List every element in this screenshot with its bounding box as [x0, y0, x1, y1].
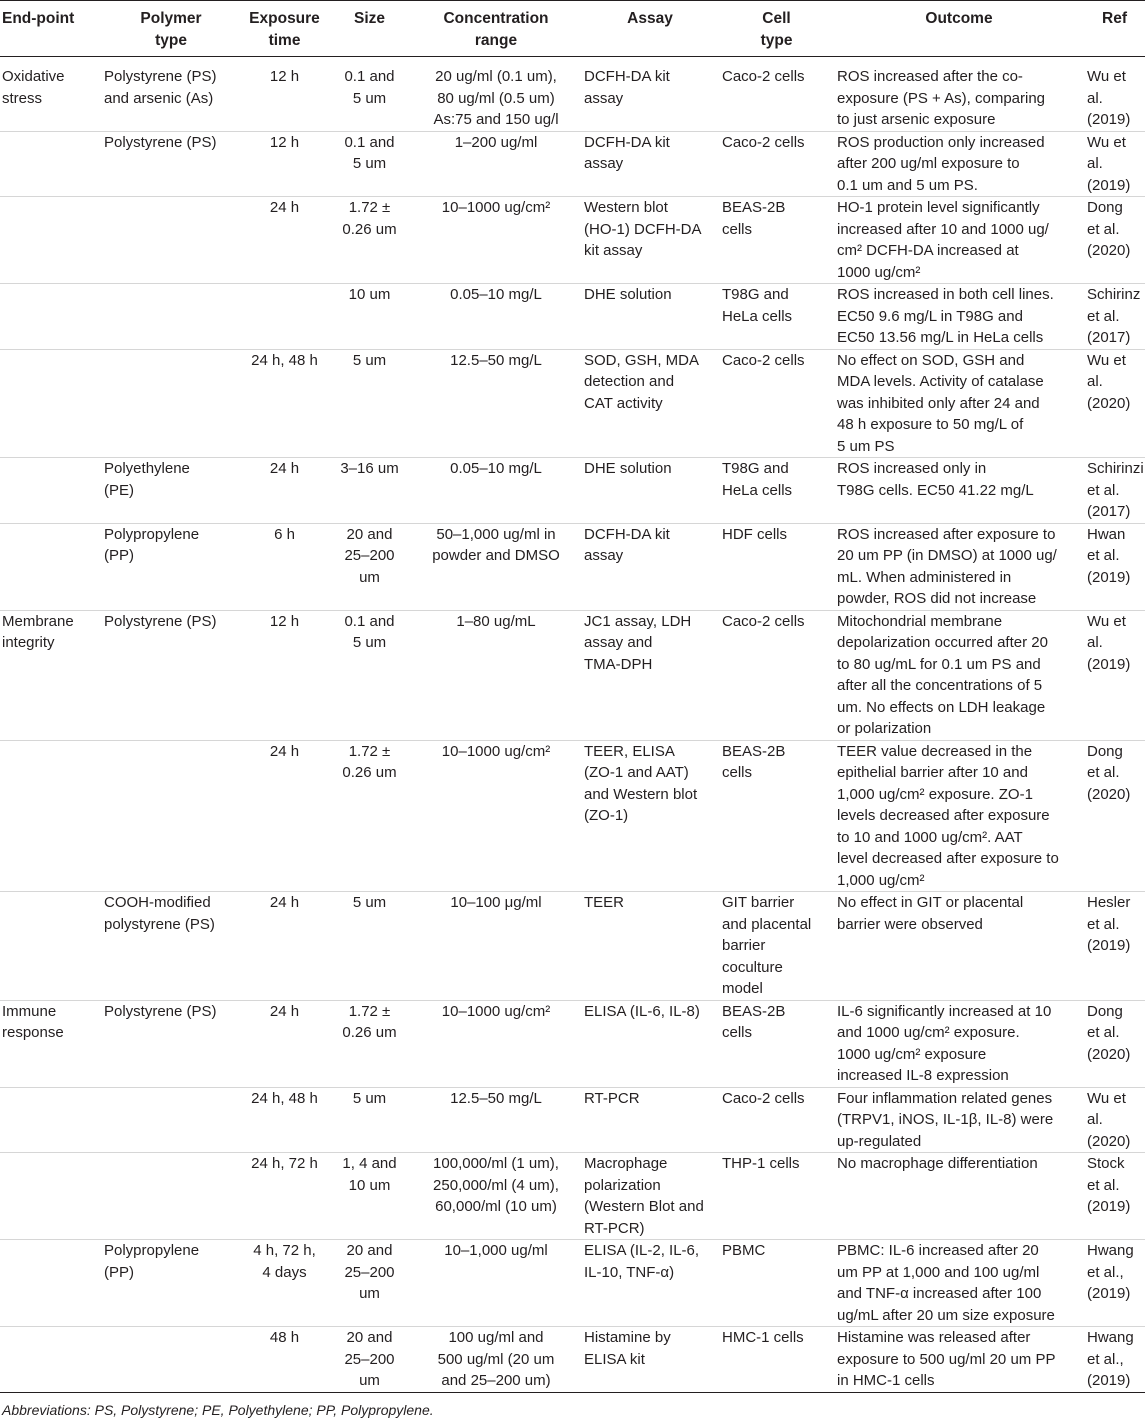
- header-concentration: Concentration range: [443, 10, 549, 49]
- cell-assay: DCFH-DA kit assay: [581, 523, 719, 610]
- cell-concentration: 10–1000 ug/cm²: [411, 197, 581, 284]
- cell-ref: Dong et al. (2020): [1084, 197, 1145, 284]
- cell-polymer: [101, 197, 241, 284]
- cell-endpoint: [0, 892, 101, 1001]
- cell-exposure: 24 h: [241, 197, 328, 284]
- cell-cell-type: Caco-2 cells: [722, 68, 805, 85]
- cell-exposure: 4 h, 72 h, 4 days: [241, 1240, 328, 1327]
- cell-assay: DHE solution: [581, 284, 719, 350]
- cell-ref: Hesler et al. (2019): [1084, 892, 1145, 1001]
- cell-polymer: Polystyrene (PS): [101, 1000, 241, 1087]
- cell-cell-type: HDF cells: [719, 523, 834, 610]
- cell-exposure: 24 h, 48 h: [241, 1087, 328, 1153]
- cell-polymer: Polypropylene (PP): [101, 1240, 241, 1327]
- cell-outcome: ROS increased in both cell lines. EC50 9.6 mg/L in T98G and EC50 13.56 mg/L in HeLa cells: [834, 284, 1084, 350]
- table-row: [0, 1327, 1145, 1393]
- cell-cell-type: GIT barrier and placental barrier coculture model: [719, 892, 834, 1001]
- cell-exposure: 24 h: [241, 458, 328, 524]
- cell-cell-type: HMC-1 cells: [719, 1327, 834, 1393]
- header-cell-type: Cell type: [760, 10, 793, 49]
- cell-ref: Wu et al. (2020): [1084, 1087, 1145, 1153]
- cell-outcome: TEER value decreased in the epithelial barrier after 10 and 1,000 ug/cm² exposure. ZO-1 levels decreased after exposure to 10 and 1000 ug/cm². AAT level decreased after exposure to 1,000 ug/cm²: [834, 740, 1084, 892]
- cell-concentration: 1–200 ug/ml: [411, 131, 581, 197]
- table-row: [0, 1240, 1145, 1327]
- cell-outcome: ROS increased after exposure to 20 um PP (in DMSO) at 1000 ug/ mL. When administered in powder, ROS did not increase: [834, 523, 1084, 610]
- cell-cell-type: BEAS-2B cells: [719, 740, 834, 892]
- cell-outcome: HO-1 protein level significantly increased after 10 and 1000 ug/ cm² DCFH-DA increased at 1000 ug/cm²: [834, 197, 1084, 284]
- cell-size: 1.72 ± 0.26 um: [328, 197, 411, 284]
- cell-concentration: 10–1,000 ug/ml: [411, 1240, 581, 1327]
- table-row: [0, 197, 1145, 284]
- cell-exposure: [241, 284, 328, 350]
- cell-cell-type: Caco-2 cells: [719, 1087, 834, 1153]
- cell-size: 5 um: [328, 349, 411, 458]
- cell-exposure: 24 h, 48 h: [241, 349, 328, 458]
- cell-size: 1.72 ± 0.26 um: [328, 1000, 411, 1087]
- cell-polymer: [101, 349, 241, 458]
- cell-polymer: [101, 1327, 241, 1393]
- table-row: [0, 523, 1145, 610]
- cell-endpoint: [0, 131, 101, 197]
- cell-cell-type: Caco-2 cells: [719, 349, 834, 458]
- cell-polymer: Polyethylene (PE): [101, 458, 241, 524]
- table-row: [0, 1087, 1145, 1153]
- cell-ref: Wu et al. (2020): [1084, 349, 1145, 458]
- table-row: [0, 892, 1145, 1001]
- cell-exposure: 24 h: [241, 892, 328, 1001]
- cell-endpoint: Membrane integrity: [0, 610, 101, 740]
- cell-size: 3–16 um: [328, 458, 411, 524]
- cell-polymer: [101, 740, 241, 892]
- cell-size: 10 um: [328, 284, 411, 350]
- cell-concentration: 12.5–50 mg/L: [411, 349, 581, 458]
- cell-exposure: 6 h: [241, 523, 328, 610]
- cell-endpoint: [0, 1327, 101, 1393]
- cell-assay: DHE solution: [581, 458, 719, 524]
- cell-concentration: 0.05–10 mg/L: [411, 458, 581, 524]
- cell-assay: TEER, ELISA (ZO-1 and AAT) and Western blot (ZO-1): [581, 740, 719, 892]
- table-row: [0, 131, 1145, 197]
- cell-polymer: [101, 1153, 241, 1240]
- cell-polymer: Polystyrene (PS): [101, 131, 241, 197]
- header-size: Size: [353, 10, 385, 27]
- cell-outcome: IL-6 significantly increased at 10 and 1000 ug/cm² exposure. 1000 ug/cm² exposure increased IL-8 expression: [834, 1000, 1084, 1087]
- cell-concentration: 1–80 ug/mL: [411, 610, 581, 740]
- cell-endpoint: [0, 523, 101, 610]
- cell-assay: ELISA (IL-2, IL-6, IL-10, TNF-α): [581, 1240, 719, 1327]
- cell-ref: Schirinz et al. (2017): [1084, 284, 1145, 350]
- cell-size: 20 and 25–200 um: [328, 1240, 411, 1327]
- cell-outcome: ROS production only increased after 200 ug/ml exposure to 0.1 um and 5 um PS.: [834, 131, 1084, 197]
- cell-ref: Hwang et al., (2019): [1084, 1327, 1145, 1393]
- table-row: [0, 740, 1145, 892]
- cell-endpoint: [0, 1240, 101, 1327]
- cell-outcome: No effect in GIT or placental barrier were observed: [834, 892, 1084, 1001]
- cell-exposure: 48 h: [241, 1327, 328, 1393]
- cell-endpoint: Immune response: [0, 1000, 101, 1087]
- cell-size: 5 um: [328, 892, 411, 1001]
- cell-ref: Wu et al. (2019): [1084, 610, 1145, 740]
- cell-outcome: ROS increased after the co- exposure (PS + As), comparing to just arsenic exposure: [837, 68, 1046, 128]
- cell-size: 20 and 25–200 um: [328, 1327, 411, 1393]
- table-row: [0, 458, 1145, 524]
- cell-polymer: COOH-modified polystyrene (PS): [101, 892, 241, 1001]
- cell-cell-type: BEAS-2B cells: [719, 197, 834, 284]
- cell-polymer: Polystyrene (PS): [101, 610, 241, 740]
- cell-endpoint: [0, 458, 101, 524]
- cell-size: 1.72 ± 0.26 um: [328, 740, 411, 892]
- cell-exposure: 12 h: [241, 131, 328, 197]
- table-row: [0, 57, 1145, 132]
- cell-cell-type: Caco-2 cells: [719, 610, 834, 740]
- table-row: [0, 610, 1145, 740]
- cell-concentration: 20 ug/ml (0.1 um), 80 ug/ml (0.5 um) As:75 and 150 ug/l: [433, 68, 559, 128]
- cell-ref: Schirinzi et al. (2017): [1084, 458, 1145, 524]
- cell-size: 1, 4 and 10 um: [328, 1153, 411, 1240]
- header-assay: Assay: [627, 10, 673, 27]
- cell-endpoint: [0, 349, 101, 458]
- cell-outcome: No effect on SOD, GSH and MDA levels. Activity of catalase was inhibited only after 24 and 48 h exposure to 50 mg/L of 5 um PS: [834, 349, 1084, 458]
- cell-exposure: 24 h: [241, 1000, 328, 1087]
- cell-outcome: ROS increased only in T98G cells. EC50 41.22 mg/L: [834, 458, 1084, 524]
- cell-cell-type: Caco-2 cells: [719, 131, 834, 197]
- cell-ref: Dong et al. (2020): [1084, 1000, 1145, 1087]
- cell-endpoint: [0, 284, 101, 350]
- cell-concentration: 50–1,000 ug/ml in powder and DMSO: [411, 523, 581, 610]
- cell-assay: DCFH-DA kit assay: [584, 68, 670, 107]
- cell-outcome: Histamine was released after exposure to 500 ug/ml 20 um PP in HMC-1 cells: [834, 1327, 1084, 1393]
- cell-outcome: Mitochondrial membrane depolarization occurred after 20 to 80 ug/mL for 0.1 um PS and after all the concentrations of 5 um. No effects on LDH leakage or polarization: [834, 610, 1084, 740]
- header-endpoint: End-point: [2, 10, 75, 27]
- cell-cell-type: BEAS-2B cells: [719, 1000, 834, 1087]
- cell-assay: Western blot (HO-1) DCFH-DA kit assay: [581, 197, 719, 284]
- cell-exposure: 12 h: [241, 610, 328, 740]
- cell-exposure: 12 h: [269, 68, 300, 85]
- table-row: [0, 1153, 1145, 1240]
- cell-size: 0.1 and 5 um: [328, 131, 411, 197]
- cell-assay: RT-PCR: [581, 1087, 719, 1153]
- cell-assay: TEER: [581, 892, 719, 1001]
- cell-size: 0.1 and 5 um: [328, 610, 411, 740]
- cell-polymer: [101, 284, 241, 350]
- cell-concentration: 100,000/ml (1 um), 250,000/ml (4 um), 60,000/ml (10 um): [411, 1153, 581, 1240]
- header-row: [0, 1, 1145, 57]
- cell-cell-type: PBMC: [719, 1240, 834, 1327]
- cell-concentration: 12.5–50 mg/L: [411, 1087, 581, 1153]
- cell-assay: Histamine by ELISA kit: [581, 1327, 719, 1393]
- cell-ref: Wu et al. (2019): [1084, 131, 1145, 197]
- cell-assay: ELISA (IL-6, IL-8): [581, 1000, 719, 1087]
- header-ref: Ref: [1102, 10, 1127, 27]
- cell-ref: Dong et al. (2020): [1084, 740, 1145, 892]
- cell-concentration: 10–1000 ug/cm²: [411, 1000, 581, 1087]
- table-row: [0, 349, 1145, 458]
- cell-endpoint: [0, 740, 101, 892]
- cell-exposure: 24 h, 72 h: [241, 1153, 328, 1240]
- table-footnote: Abbreviations: PS, Polystyrene; PE, Polyethylene; PP, Polypropylene.: [2, 1401, 434, 1418]
- cell-concentration: 0.05–10 mg/L: [411, 284, 581, 350]
- cell-assay: SOD, GSH, MDA detection and CAT activity: [581, 349, 719, 458]
- cell-assay: JC1 assay, LDH assay and TMA-DPH: [581, 610, 719, 740]
- cell-assay: DCFH-DA kit assay: [581, 131, 719, 197]
- cell-endpoint: Oxidative stress: [2, 68, 65, 107]
- header-exposure: Exposure time: [249, 10, 320, 49]
- cell-endpoint: [0, 197, 101, 284]
- table-row: [0, 1000, 1145, 1087]
- cell-endpoint: [0, 1153, 101, 1240]
- cell-polymer: [101, 1087, 241, 1153]
- cell-concentration: 10–100 μg/ml: [411, 892, 581, 1001]
- cell-outcome: No macrophage differentiation: [834, 1153, 1084, 1240]
- cell-cell-type: T98G and HeLa cells: [719, 458, 834, 524]
- cell-size: 0.1 and 5 um: [344, 68, 395, 107]
- cell-size: 20 and 25–200 um: [328, 523, 411, 610]
- cell-endpoint: [0, 1087, 101, 1153]
- cell-polymer: Polystyrene (PS) and arsenic (As): [104, 68, 217, 107]
- cell-ref: Hwan et al. (2019): [1084, 523, 1145, 610]
- cell-outcome: Four inflammation related genes (TRPV1, iNOS, IL-1β, IL-8) were up-regulated: [834, 1087, 1084, 1153]
- cell-size: 5 um: [328, 1087, 411, 1153]
- cell-concentration: 10–1000 ug/cm²: [411, 740, 581, 892]
- cell-cell-type: THP-1 cells: [719, 1153, 834, 1240]
- cell-concentration: 100 ug/ml and 500 ug/ml (20 um and 25–200 um): [411, 1327, 581, 1393]
- header-outcome: Outcome: [925, 10, 993, 27]
- table-row: [0, 284, 1145, 350]
- cell-ref: Hwang et al., (2019): [1084, 1240, 1145, 1327]
- cell-ref: Wu et al. (2019): [1087, 68, 1131, 128]
- header-polymer: Polymer type: [140, 10, 202, 49]
- cell-cell-type: T98G and HeLa cells: [719, 284, 834, 350]
- cell-outcome: PBMC: IL-6 increased after 20 um PP at 1,000 and 100 ug/ml and TNF-α increased after 100 ug/mL after 20 um size exposure: [834, 1240, 1084, 1327]
- cell-ref: Stock et al. (2019): [1084, 1153, 1145, 1240]
- cell-exposure: 24 h: [241, 740, 328, 892]
- cell-assay: Macrophage polarization (Western Blot and RT-PCR): [581, 1153, 719, 1240]
- cell-polymer: Polypropylene (PP): [101, 523, 241, 610]
